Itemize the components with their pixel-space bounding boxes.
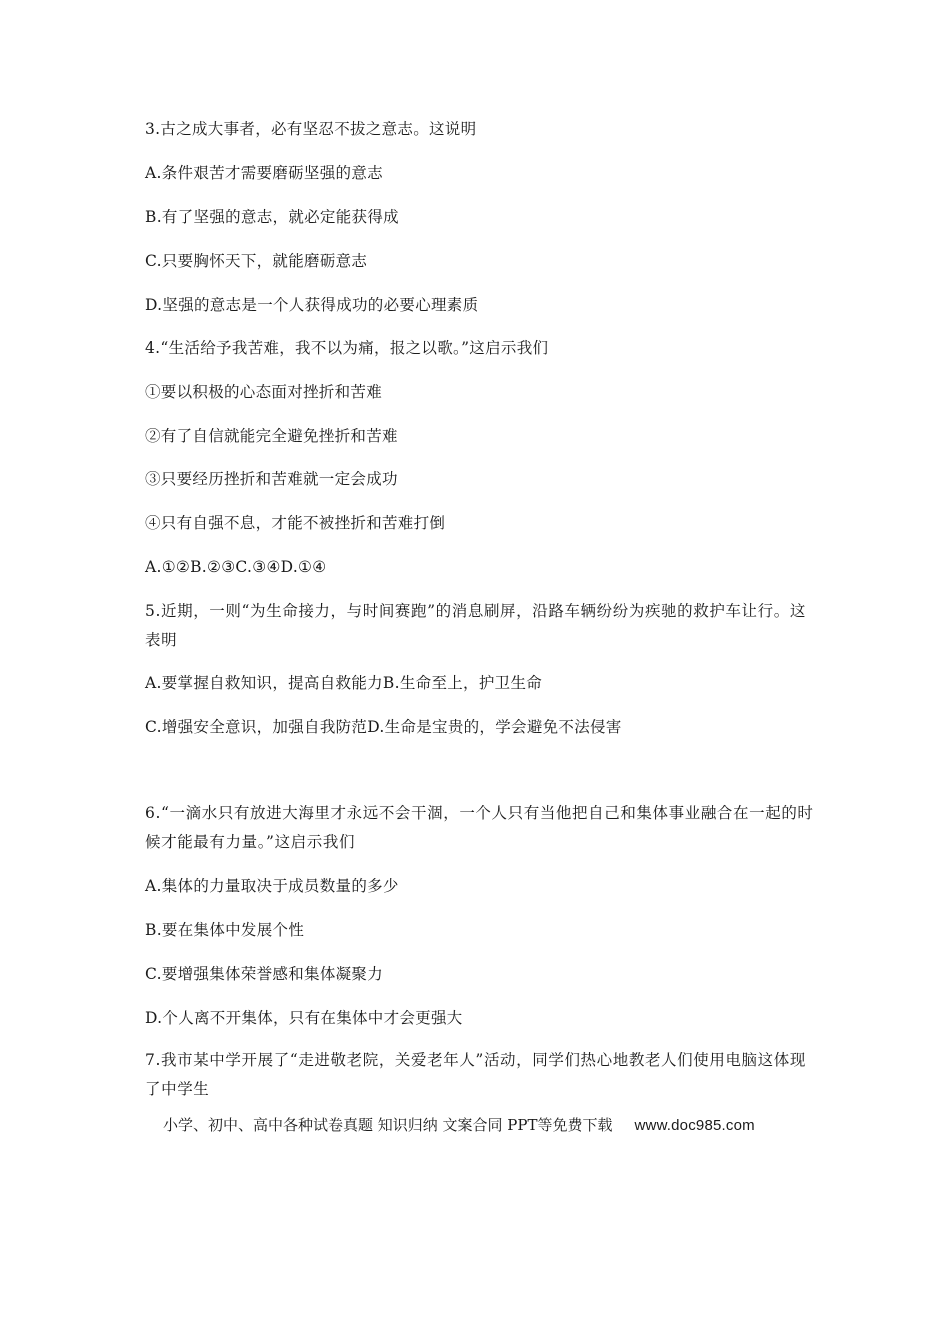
question-4-options: A.①②B.②③C.③④D.①④ xyxy=(145,558,327,576)
question-3-option-d: D.坚强的意志是一个人获得成功的必要心理素质 xyxy=(145,296,479,314)
question-6-option-c: C.要增强集体荣誉感和集体凝聚力 xyxy=(145,965,384,983)
question-6-stem: 6.“一滴水只有放进大海里才永远不会干涸，一个人只有当他把自己和集体事业融合在一起的时候才能最有力量。”这启示我们 xyxy=(145,804,814,851)
question-3-option-a: A.条件艰苦才需要磨砺坚强的意志 xyxy=(145,164,383,182)
question-3-option-c: C.只要胸怀天下，就能磨砺意志 xyxy=(145,252,368,270)
question-5-options-ab: A.要掌握自救知识，提高自救能力B.生命至上，护卫生命 xyxy=(145,674,543,692)
question-6-option-a: A.集体的力量取决于成员数量的多少 xyxy=(145,877,399,895)
question-4-stem: 4.“生活给予我苦难，我不以为痛，报之以歌。”这启示我们 xyxy=(145,339,549,357)
question-4-statement-4: ④只有自强不息，才能不被挫折和苦难打倒 xyxy=(145,514,446,532)
question-6-option-d: D.个人离不开集体，只有在集体中才会更强大 xyxy=(145,1009,463,1027)
question-3-stem: 3.古之成大事者，必有坚忍不拔之意志。这说明 xyxy=(145,120,477,138)
question-4-statement-2: ②有了自信就能完全避免挫折和苦难 xyxy=(145,427,398,445)
question-5-stem: 5.近期，一则“为生命接力，与时间赛跑”的消息刷屏，沿路车辆纷纷为疾驰的救护车让行。这表明 xyxy=(145,602,806,649)
question-7-stem: 7.我市某中学开展了“走进敬老院，关爱老年人”活动，同学们热心地教老人们使用电脑这体现了中学生 xyxy=(145,1051,806,1098)
footer-url[interactable]: www.doc985.com xyxy=(634,1117,755,1134)
question-4-statement-1: ①要以积极的心态面对挫折和苦难 xyxy=(145,383,383,401)
question-6-option-b: B.要在集体中发展个性 xyxy=(145,921,305,939)
question-3-option-b: B.有了坚强的意志，就必定能获得成 xyxy=(145,208,399,226)
footer-text: 小学、初中、高中各种试卷真题 知识归纳 文案合同 PPT等免费下载 xyxy=(163,1116,613,1134)
question-5-options-cd: C.增强安全意识，加强自我防范D.生命是宝贵的，学会避免不法侵害 xyxy=(145,718,622,736)
page-footer xyxy=(163,1115,755,1136)
question-4-statement-3: ③只要经历挫折和苦难就一定会成功 xyxy=(145,470,398,488)
